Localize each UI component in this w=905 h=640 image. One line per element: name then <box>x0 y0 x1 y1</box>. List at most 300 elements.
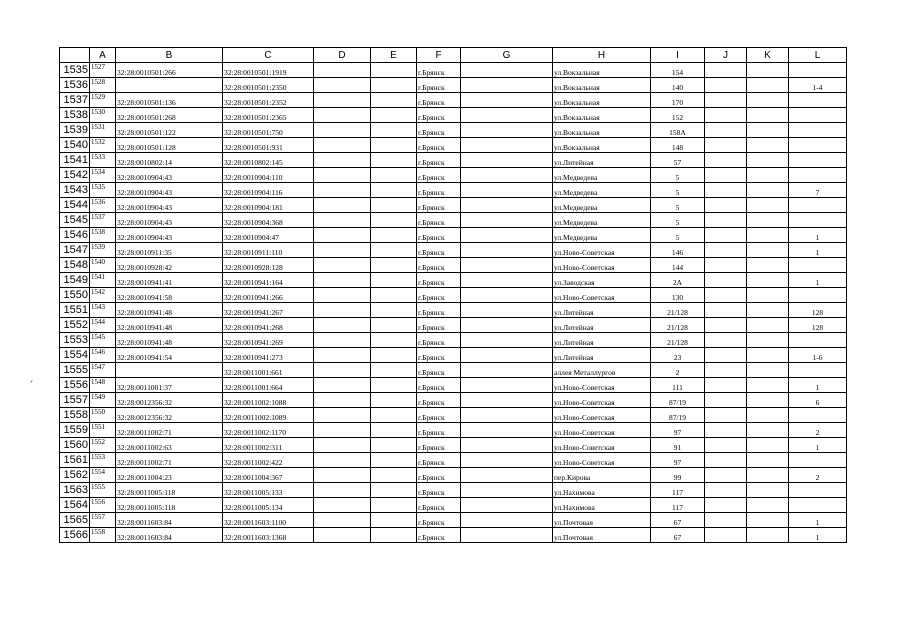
cell-k <box>747 168 789 183</box>
cell-c: 32:28:0010904:47 <box>223 228 314 243</box>
cell-e <box>371 393 417 408</box>
cell-i: 67 <box>651 513 705 528</box>
cell-l <box>789 258 847 273</box>
cell-l <box>789 153 847 168</box>
row-number: 1547 <box>60 243 90 258</box>
cell-j <box>705 213 747 228</box>
cell-d <box>314 378 371 393</box>
table-row <box>60 78 847 93</box>
cell-k <box>747 348 789 363</box>
cell-j <box>705 408 747 423</box>
cell-g <box>461 288 553 303</box>
cell-a: 1533 <box>90 153 116 168</box>
cell-j <box>705 528 747 543</box>
table-row <box>60 453 847 468</box>
cell-e <box>371 243 417 258</box>
cell-d <box>314 408 371 423</box>
cell-l: 1 <box>789 378 847 393</box>
cell-i: 5 <box>651 213 705 228</box>
cell-k <box>747 63 789 78</box>
cell-a: 1555 <box>90 483 116 498</box>
cell-e <box>371 498 417 513</box>
cell-h: ул.Медведева <box>553 213 651 228</box>
cell-k <box>747 528 789 543</box>
table-row <box>60 93 847 108</box>
cell-a: 1558 <box>90 528 116 543</box>
cell-d <box>314 528 371 543</box>
cell-b: 32:28:0010904:43 <box>116 183 223 198</box>
cell-b: 32:28:0011603:84 <box>116 513 223 528</box>
cell-j <box>705 498 747 513</box>
cell-e <box>371 138 417 153</box>
cell-c: 32:28:0011005:133 <box>223 483 314 498</box>
cell-g <box>461 438 553 453</box>
cell-f: г.Брянск <box>417 483 461 498</box>
cell-c: 32:28:0011603:1100 <box>223 513 314 528</box>
cell-g <box>461 468 553 483</box>
cell-g <box>461 423 553 438</box>
table-row <box>60 228 847 243</box>
cell-g <box>461 318 553 333</box>
row-number: 1566 <box>60 528 90 543</box>
cell-d <box>314 423 371 438</box>
cell-g <box>461 408 553 423</box>
cell-e <box>371 438 417 453</box>
cell-l <box>789 453 847 468</box>
cell-b: 32:28:0010501:128 <box>116 138 223 153</box>
column-header: G <box>461 48 553 63</box>
table-row <box>60 378 847 393</box>
cell-f: г.Брянск <box>417 93 461 108</box>
cell-c: 32:28:0010941:269 <box>223 333 314 348</box>
cell-g <box>461 153 553 168</box>
cell-e <box>371 123 417 138</box>
cell-f: г.Брянск <box>417 423 461 438</box>
column-header: B <box>116 48 223 63</box>
cell-h: ул.Вокзальная <box>553 78 651 93</box>
cell-c: 32:28:0010501:2365 <box>223 108 314 123</box>
cell-i: 2А <box>651 273 705 288</box>
cell-c: 32:28:0011603:1368 <box>223 528 314 543</box>
cell-k <box>747 288 789 303</box>
cell-a: 1551 <box>90 423 116 438</box>
cell-l <box>789 333 847 348</box>
table-row <box>60 153 847 168</box>
cell-g <box>461 93 553 108</box>
row-number: 1553 <box>60 333 90 348</box>
cell-k <box>747 108 789 123</box>
cell-i: 148 <box>651 138 705 153</box>
cell-b: 32:28:0011002:71 <box>116 453 223 468</box>
cell-b: 32:28:0011001:37 <box>116 378 223 393</box>
cell-c: 32:28:0010802:145 <box>223 153 314 168</box>
cell-b: 32:28:0010904:43 <box>116 228 223 243</box>
cell-k <box>747 228 789 243</box>
cell-i: 170 <box>651 93 705 108</box>
cell-d <box>314 333 371 348</box>
cell-i: 5 <box>651 183 705 198</box>
cell-e <box>371 408 417 423</box>
cell-k <box>747 213 789 228</box>
row-number: 1561 <box>60 453 90 468</box>
cell-h: ул.Вокзальная <box>553 63 651 78</box>
cell-e <box>371 333 417 348</box>
cell-d <box>314 213 371 228</box>
column-header: L <box>789 48 847 63</box>
cell-j <box>705 288 747 303</box>
cell-i: 21/128 <box>651 303 705 318</box>
column-header: I <box>651 48 705 63</box>
row-number: 1537 <box>60 93 90 108</box>
cell-k <box>747 513 789 528</box>
cell-l <box>789 213 847 228</box>
cell-f: г.Брянск <box>417 363 461 378</box>
cell-b: 32:28:0010904:43 <box>116 213 223 228</box>
cell-d <box>314 483 371 498</box>
cell-d <box>314 363 371 378</box>
cell-b: 32:28:0011002:71 <box>116 423 223 438</box>
row-number: 1544 <box>60 198 90 213</box>
cell-h: ул.Заводская <box>553 273 651 288</box>
cell-h: ул.Литейная <box>553 303 651 318</box>
cell-b: 32:28:0010941:41 <box>116 273 223 288</box>
cell-b: 32:28:0011603:84 <box>116 528 223 543</box>
cell-j <box>705 363 747 378</box>
cell-a: 1557 <box>90 513 116 528</box>
column-header: F <box>417 48 461 63</box>
cell-i: 130 <box>651 288 705 303</box>
cell-c: 32:28:0010501:1919 <box>223 63 314 78</box>
column-header: C <box>223 48 314 63</box>
cell-i: 97 <box>651 453 705 468</box>
cell-i: 91 <box>651 438 705 453</box>
cell-j <box>705 393 747 408</box>
cell-l <box>789 198 847 213</box>
cell-c: 32:28:0011001:664 <box>223 378 314 393</box>
cell-d <box>314 303 371 318</box>
cell-g <box>461 228 553 243</box>
cell-d <box>314 453 371 468</box>
cell-g <box>461 258 553 273</box>
cell-f: г.Брянск <box>417 393 461 408</box>
cell-g <box>461 198 553 213</box>
cell-l: 1 <box>789 528 847 543</box>
cell-c: 32:28:0011005:134 <box>223 498 314 513</box>
cell-d <box>314 198 371 213</box>
cell-j <box>705 183 747 198</box>
cell-g <box>461 348 553 363</box>
cell-f: г.Брянск <box>417 258 461 273</box>
cell-k <box>747 498 789 513</box>
cell-l <box>789 288 847 303</box>
cell-a: 1537 <box>90 213 116 228</box>
row-number: 1543 <box>60 183 90 198</box>
cell-k <box>747 303 789 318</box>
table-row <box>60 273 847 288</box>
cell-c: 32:28:0011004:367 <box>223 468 314 483</box>
cell-e <box>371 273 417 288</box>
cell-h: ул.Литейная <box>553 318 651 333</box>
cell-d <box>314 93 371 108</box>
cell-e <box>371 63 417 78</box>
table-row <box>60 318 847 333</box>
row-number: 1536 <box>60 78 90 93</box>
cell-f: г.Брянск <box>417 378 461 393</box>
cell-a: 1529 <box>90 93 116 108</box>
cell-l: 7 <box>789 183 847 198</box>
cell-h: ул.Медведева <box>553 183 651 198</box>
cell-c: 32:28:0010941:268 <box>223 318 314 333</box>
cell-f: г.Брянск <box>417 78 461 93</box>
column-header: E <box>371 48 417 63</box>
cell-j <box>705 423 747 438</box>
cell-c: 32:28:0010911:110 <box>223 243 314 258</box>
cell-f: г.Брянск <box>417 438 461 453</box>
table-row <box>60 303 847 318</box>
cell-j <box>705 273 747 288</box>
cell-l: 128 <box>789 318 847 333</box>
cell-i: 87/19 <box>651 408 705 423</box>
cell-c: 32:28:0010501:2352 <box>223 93 314 108</box>
cell-h: ул.Вокзальная <box>553 108 651 123</box>
cell-i: 21/128 <box>651 318 705 333</box>
cell-j <box>705 513 747 528</box>
cell-j <box>705 318 747 333</box>
cell-g <box>461 363 553 378</box>
row-number: 1565 <box>60 513 90 528</box>
cell-b: 32:28:0012356:32 <box>116 393 223 408</box>
cell-b: 32:28:0010928:42 <box>116 258 223 273</box>
cell-c: 32:28:0010941:266 <box>223 288 314 303</box>
cell-a: 1550 <box>90 408 116 423</box>
cell-j <box>705 303 747 318</box>
cell-i: 97 <box>651 423 705 438</box>
row-number: 1564 <box>60 498 90 513</box>
table-row <box>60 63 847 78</box>
cell-k <box>747 258 789 273</box>
cell-e <box>371 288 417 303</box>
cell-h: ул.Ново-Советская <box>553 408 651 423</box>
table-row <box>60 168 847 183</box>
cell-i: 67 <box>651 528 705 543</box>
cell-a: 1547 <box>90 363 116 378</box>
cell-d <box>314 243 371 258</box>
cell-j <box>705 138 747 153</box>
table-row <box>60 288 847 303</box>
cell-h: аллея Металлургов <box>553 363 651 378</box>
cell-d <box>314 438 371 453</box>
cell-g <box>461 498 553 513</box>
cell-e <box>371 168 417 183</box>
cell-j <box>705 123 747 138</box>
cell-f: г.Брянск <box>417 123 461 138</box>
cell-a: 1546 <box>90 348 116 363</box>
cell-h: ул.Ново-Советская <box>553 378 651 393</box>
cell-a: 1532 <box>90 138 116 153</box>
table-row <box>60 528 847 543</box>
cell-l <box>789 63 847 78</box>
cell-b: 32:28:0010941:48 <box>116 318 223 333</box>
cell-j <box>705 198 747 213</box>
cell-d <box>314 63 371 78</box>
cell-h: ул.Ново-Советская <box>553 243 651 258</box>
cell-j <box>705 78 747 93</box>
cell-c: 32:28:0011002:311 <box>223 438 314 453</box>
cell-c: 32:28:0010501:750 <box>223 123 314 138</box>
cell-e <box>371 153 417 168</box>
cell-l <box>789 93 847 108</box>
cell-g <box>461 333 553 348</box>
table-row <box>60 468 847 483</box>
cell-a: 1536 <box>90 198 116 213</box>
cell-e <box>371 528 417 543</box>
row-number: 1563 <box>60 483 90 498</box>
cell-g <box>461 213 553 228</box>
cell-g <box>461 183 553 198</box>
cell-j <box>705 333 747 348</box>
cell-b: 32:28:0011005:118 <box>116 483 223 498</box>
cell-l: 1 <box>789 228 847 243</box>
table-row <box>60 483 847 498</box>
cell-h: ул.Литейная <box>553 153 651 168</box>
table-row <box>60 138 847 153</box>
cell-f: г.Брянск <box>417 243 461 258</box>
cell-a: 1548 <box>90 378 116 393</box>
cell-j <box>705 453 747 468</box>
cell-k <box>747 393 789 408</box>
cell-l <box>789 408 847 423</box>
cell-i: 99 <box>651 468 705 483</box>
cell-c: 32:28:0010928:128 <box>223 258 314 273</box>
row-number: 1550 <box>60 288 90 303</box>
cell-l <box>789 168 847 183</box>
table-row <box>60 423 847 438</box>
row-number: 1545 <box>60 213 90 228</box>
cell-f: г.Брянск <box>417 528 461 543</box>
cell-g <box>461 393 553 408</box>
cell-e <box>371 348 417 363</box>
cell-d <box>314 498 371 513</box>
cell-f: г.Брянск <box>417 348 461 363</box>
cell-k <box>747 318 789 333</box>
cell-l <box>789 123 847 138</box>
table-row <box>60 513 847 528</box>
cell-e <box>371 303 417 318</box>
cell-g <box>461 483 553 498</box>
cell-k <box>747 78 789 93</box>
cell-c: 32:28:0010904:116 <box>223 183 314 198</box>
cell-a: 1540 <box>90 258 116 273</box>
row-number: 1542 <box>60 168 90 183</box>
cell-a: 1542 <box>90 288 116 303</box>
cell-c: 32:28:0010941:267 <box>223 303 314 318</box>
cell-f: г.Брянск <box>417 303 461 318</box>
cell-h: ул.Вокзальная <box>553 123 651 138</box>
cell-d <box>314 228 371 243</box>
cell-k <box>747 183 789 198</box>
cell-c: 32:28:0011001:661 <box>223 363 314 378</box>
cell-d <box>314 258 371 273</box>
cell-j <box>705 168 747 183</box>
cell-k <box>747 243 789 258</box>
cell-i: 152 <box>651 108 705 123</box>
cell-k <box>747 438 789 453</box>
column-header: D <box>314 48 371 63</box>
cell-c: 32:28:0010501:2350 <box>223 78 314 93</box>
cell-l: 1-4 <box>789 78 847 93</box>
row-number: 1562 <box>60 468 90 483</box>
cell-i: 23 <box>651 348 705 363</box>
column-header: A <box>90 48 116 63</box>
cell-h: ул.Ново-Советская <box>553 423 651 438</box>
cell-i: 146 <box>651 243 705 258</box>
cell-c: 32:28:0010904:110 <box>223 168 314 183</box>
cell-b <box>116 363 223 378</box>
cell-e <box>371 378 417 393</box>
cell-d <box>314 273 371 288</box>
cell-l: 1 <box>789 438 847 453</box>
cell-b: 32:28:0010904:43 <box>116 168 223 183</box>
scan-speck <box>30 380 32 383</box>
cell-c: 32:28:0010904:181 <box>223 198 314 213</box>
cell-j <box>705 93 747 108</box>
cell-f: г.Брянск <box>417 168 461 183</box>
cell-e <box>371 258 417 273</box>
table-row <box>60 108 847 123</box>
cell-h: ул.Ново-Советская <box>553 288 651 303</box>
cell-a: 1552 <box>90 438 116 453</box>
column-header: J <box>705 48 747 63</box>
cell-i: 144 <box>651 258 705 273</box>
table-row <box>60 198 847 213</box>
row-number: 1535 <box>60 63 90 78</box>
cell-a: 1527 <box>90 63 116 78</box>
cell-a: 1541 <box>90 273 116 288</box>
table-row <box>60 498 847 513</box>
cell-k <box>747 468 789 483</box>
cell-b: 32:28:0010941:48 <box>116 333 223 348</box>
cell-f: г.Брянск <box>417 333 461 348</box>
cell-b: 32:28:0010941:58 <box>116 288 223 303</box>
cell-k <box>747 153 789 168</box>
cell-c: 32:28:0011002:1089 <box>223 408 314 423</box>
cell-i: 57 <box>651 153 705 168</box>
cell-i: 158А <box>651 123 705 138</box>
table-row <box>60 258 847 273</box>
cell-d <box>314 348 371 363</box>
cell-l: 1-6 <box>789 348 847 363</box>
cell-f: г.Брянск <box>417 138 461 153</box>
row-number: 1555 <box>60 363 90 378</box>
cell-a: 1545 <box>90 333 116 348</box>
cell-h: ул.Ново-Советская <box>553 438 651 453</box>
row-number: 1551 <box>60 303 90 318</box>
cell-h: ул.Медведева <box>553 198 651 213</box>
cell-b: 32:28:0011005:118 <box>116 498 223 513</box>
cell-k <box>747 198 789 213</box>
cell-g <box>461 123 553 138</box>
cell-h: ул.Медведева <box>553 228 651 243</box>
cell-k <box>747 333 789 348</box>
cell-j <box>705 438 747 453</box>
row-number: 1548 <box>60 258 90 273</box>
cell-e <box>371 468 417 483</box>
cell-i: 5 <box>651 198 705 213</box>
cell-k <box>747 483 789 498</box>
cell-d <box>314 183 371 198</box>
cell-h: ул.Нахимова <box>553 483 651 498</box>
table-row <box>60 123 847 138</box>
